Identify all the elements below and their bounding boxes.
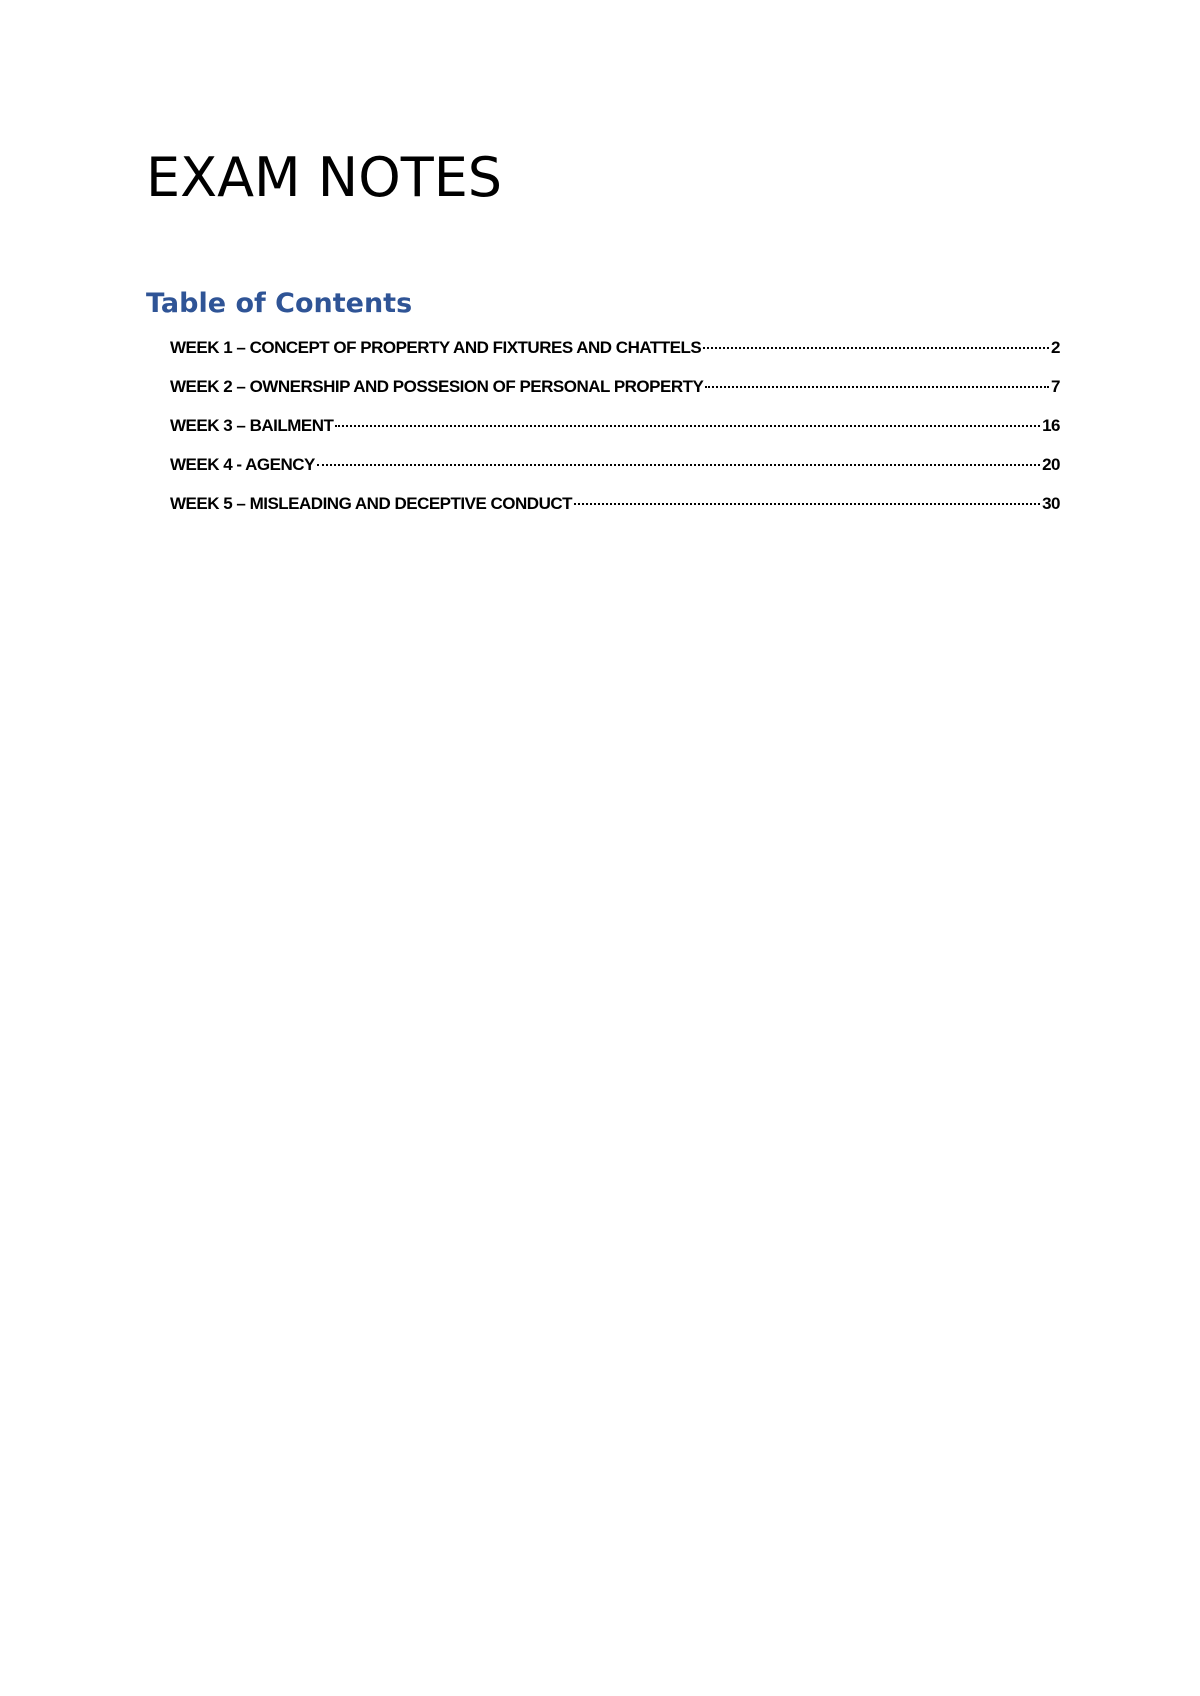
toc-dot-leader xyxy=(574,503,1040,505)
toc-entry-week-4[interactable] xyxy=(170,455,1060,494)
toc-entry-text: WEEK 5 – MISLEADING AND DECEPTIVE CONDUCT xyxy=(170,494,573,513)
table-of-contents xyxy=(170,338,1060,533)
toc-entry-text: WEEK 4 - AGENCY xyxy=(170,455,315,474)
toc-dot-leader xyxy=(703,347,1049,349)
toc-page-number: 20 xyxy=(1042,455,1060,474)
toc-entry-text: WEEK 1 – CONCEPT OF PROPERTY AND FIXTURES AND CHATTELS xyxy=(170,338,702,357)
toc-entry-week-1[interactable] xyxy=(170,338,1060,377)
toc-entry-text: WEEK 2 – OWNERSHIP AND POSSESION OF PERSONAL PROPERTY xyxy=(170,377,704,396)
toc-heading: Table of Contents xyxy=(146,288,413,319)
toc-entry-text: WEEK 3 – BAILMENT xyxy=(170,416,334,435)
toc-page-number: 30 xyxy=(1042,494,1060,513)
toc-entry-week-2[interactable] xyxy=(170,377,1060,416)
toc-dot-leader xyxy=(317,464,1040,466)
document-title: EXAM NOTES xyxy=(146,146,503,209)
toc-dot-leader xyxy=(705,386,1049,388)
toc-entry-week-3[interactable] xyxy=(170,416,1060,455)
toc-entry-week-5[interactable] xyxy=(170,494,1060,533)
toc-page-number: 2 xyxy=(1051,338,1060,357)
toc-page-number: 7 xyxy=(1051,377,1060,396)
toc-dot-leader xyxy=(335,425,1040,427)
toc-page-number: 16 xyxy=(1042,416,1060,435)
